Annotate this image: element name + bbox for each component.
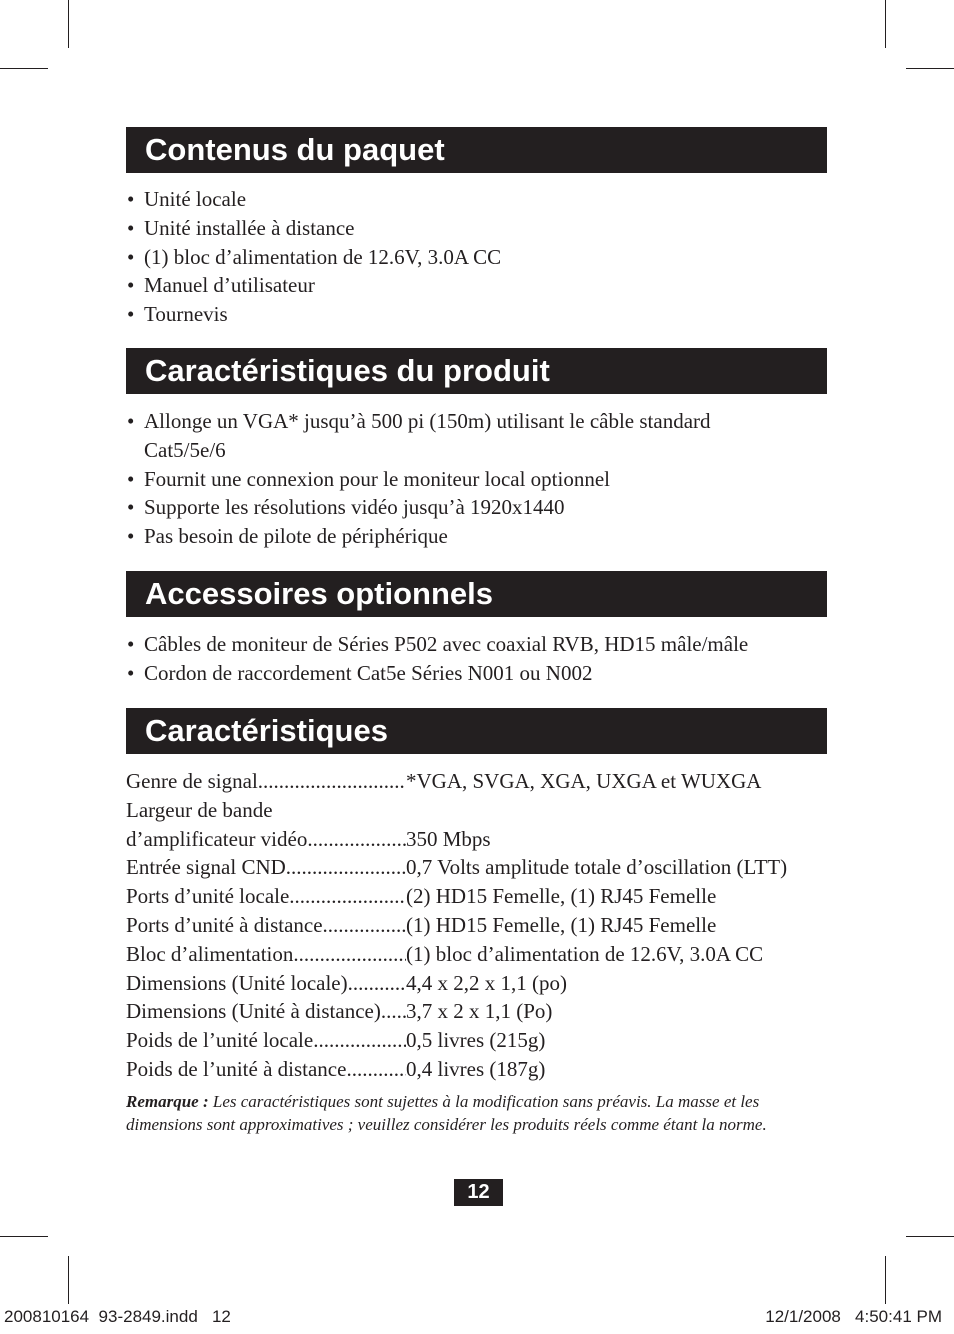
package-list [126,185,826,329]
spec-row [126,825,826,854]
spec-value: 350 Mbps [406,826,491,851]
section-title-package: Contenus du paquet [126,127,827,173]
list-item: • Cordon de raccordement Cat5e Séries N001 ou N002 [126,659,826,688]
spec-row [126,940,826,969]
spec-row [126,997,826,1026]
slug-file-info: 200810164 93-2849.indd 12 [4,1307,231,1326]
list-item: • Supporte les résolutions vidéo jusqu’à 1920x1440 [126,493,766,522]
spec-row [126,911,826,940]
spec-value: 0,7 Volts amplitude totale d’oscillation (LTT) [406,855,788,880]
page-number: 12 [454,1179,503,1206]
list-item: • Tournevis [126,300,826,329]
section-title-accessories: Accessoires optionnels [126,571,827,617]
spec-value: (1) HD15 Femelle, (1) RJ45 Femelle [406,912,717,937]
list-item: • Unité installée à distance [126,214,826,243]
crop-mark-bottom-right [885,1256,886,1304]
spec-value: 3,7 x 2 x 1,1 (Po) [406,999,553,1024]
list-item: • Unité locale [126,185,826,214]
specs-table [126,767,826,1084]
crop-mark-top-left-h [0,68,48,69]
spec-value: 0,4 livres (187g) [406,1056,546,1081]
spec-row [126,969,826,998]
crop-mark-bottom-right-h [906,1236,954,1237]
crop-mark-bottom-left [68,1256,69,1304]
accessories-list [126,630,826,688]
section-title-specs: Caractéristiques [126,708,827,754]
spec-value: *VGA, SVGA, XGA, UXGA et WUXGA [406,769,762,793]
section-title-features: Caractéristiques du produit [126,348,827,394]
note-text: Les caractéristiques sont sujettes à la modification sans préavis. La masse et les dimensions sont approximatives ; veuillez considérer les produits réels comme étant la norme. [126,1092,767,1134]
spec-value: (1) bloc d’alimentation de 12.6V, 3.0A CC [406,941,764,966]
spec-row [126,1055,826,1084]
crop-mark-bottom-left-h [0,1236,48,1237]
spec-label: d’amplificateur vidéo [126,826,308,851]
crop-mark-top-left [68,0,69,48]
spec-label: Entrée signal CND [126,855,286,880]
note-label: Remarque : [126,1092,209,1111]
list-item: • Allonge un VGA* jusqu’à 500 pi (150m) utilisant le câble standard Cat5/5e/6 [126,407,766,465]
spec-row [126,796,826,825]
spec-label: Ports d’unité locale [126,884,290,909]
spec-label: Bloc d’alimentation [126,941,294,966]
spec-row [126,853,826,882]
list-item: • Manuel d’utilisateur [126,271,826,300]
crop-mark-top-right [885,0,886,48]
spec-value: 0,5 livres (215g) [406,1028,546,1053]
spec-label: Dimensions (Unité locale) [126,970,348,995]
spec-label: Poids de l’unité locale [126,1028,314,1053]
spec-value: (2) HD15 Femelle, (1) RJ45 Femelle [406,884,717,909]
spec-row [126,767,826,796]
spec-label: Genre de signal [126,769,258,793]
spec-label: Largeur de bande [126,797,273,822]
crop-mark-top-right-h [906,68,954,69]
spec-row [126,882,826,911]
list-item: • (1) bloc d’alimentation de 12.6V, 3.0A CC [126,243,826,272]
spec-label: Poids de l’unité à distance [126,1056,347,1081]
spec-value [406,796,826,825]
spec-note [126,1091,831,1136]
spec-row [126,1026,826,1055]
list-item: • Fournit une connexion pour le moniteur local optionnel [126,465,766,494]
slug-timestamp: 12/1/2008 4:50:41 PM [765,1307,942,1326]
spec-value: 4,4 x 2,2 x 1,1 (po) [406,970,567,995]
spec-label: Ports d’unité à distance [126,912,323,937]
spec-label: Dimensions (Unité à distance) [126,999,381,1024]
features-list [126,407,766,551]
list-item: • Pas besoin de pilote de périphérique [126,522,766,551]
list-item: • Câbles de moniteur de Séries P502 avec coaxial RVB, HD15 mâle/mâle [126,630,826,659]
